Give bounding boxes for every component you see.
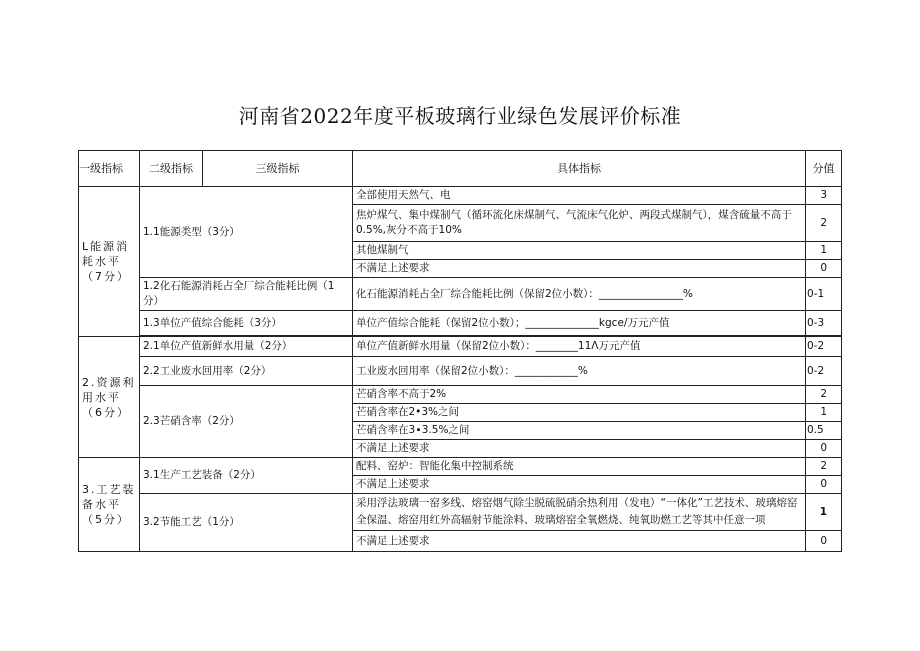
score-value: 0-2 (806, 357, 842, 386)
table-row (79, 337, 842, 357)
table-row (79, 187, 842, 205)
score-value: 0 (806, 260, 842, 278)
score-value: 1 (806, 404, 842, 422)
table-row (79, 357, 842, 386)
indicator-text: 芒硝含率在3∙3.5%之间 (353, 422, 806, 440)
level2-cell: 1.1能源类型（3分） (140, 187, 353, 278)
indicator-text: 芒硝含率在2•3%之间 (353, 404, 806, 422)
indicator-text: 其他煤制气 (353, 242, 806, 260)
table-row (79, 278, 842, 311)
score-value: 0-3 (806, 311, 842, 336)
level2-cell: 1.3单位产值综合能耗（3分） (140, 311, 353, 336)
score-value: 2 (806, 386, 842, 404)
score-value: 3 (806, 187, 842, 205)
score-value: 0 (806, 440, 842, 458)
indicator-text: 芒硝含率不高于2% (353, 386, 806, 404)
header-level2: 二级指标 (140, 151, 203, 187)
score-value: 2 (806, 205, 842, 242)
table-header-row (79, 151, 842, 187)
table-row (79, 458, 842, 476)
indicator-text: 不满足上述要求 (353, 476, 806, 494)
header-specific: 具体指标 (353, 151, 806, 187)
level2-cell: 2.3芒硝含率（2分） (140, 386, 353, 458)
level2-cell: 1.2化石能源消耗占全厂综合能耗比例（1分） (140, 278, 353, 311)
score-value: 0.5 (806, 422, 842, 440)
header-level3: 三级指标 (203, 151, 353, 187)
indicator-text: 焦炉煤气、集中煤制气（循环流化床煤制气、气流床气化炉、两段式煤制气），煤含硫量不高于0.5%,灰分不高于10% (353, 205, 806, 242)
level2-cell: 3.1生产工艺装备（2分） (140, 458, 353, 494)
score-value: 0 (806, 476, 842, 494)
indicator-text: 采用浮法玻璃一窑多线、熔窑烟气除尘脱硫脱硝余热利用（发电）“一体化”工艺技术、玻璃熔窑全保温、熔窑用红外高辐射节能涂料、玻璃熔窑全氧燃烧、纯氧助燃工艺等其中任意一项 (353, 494, 806, 531)
table-row (79, 311, 842, 336)
level2-cell: 3.2节能工艺（1分） (140, 494, 353, 552)
header-level1: 一级指标 (79, 151, 140, 187)
indicator-text: 单位产值综合能耗（保留2位小数）；______________kgce/万元产值 (353, 311, 806, 336)
indicator-text: 不满足上述要求 (353, 440, 806, 458)
header-score: 分值 (806, 151, 842, 187)
level2-cell: 2.2工业废水回用率（2分） (140, 357, 353, 386)
page-title: 河南省2022年度平板玻璃行业绿色发展评价标准 (238, 104, 682, 128)
indicator-text: 工业废水回用率（保留2位小数）：____________% (353, 357, 806, 386)
indicator-text: 不满足上述要求 (353, 531, 806, 552)
score-value: 1 (806, 242, 842, 260)
level2-cell: 2.1单位产值新鲜水用量（2分） (140, 337, 353, 357)
indicator-text: 不满足上述要求 (353, 260, 806, 278)
indicator-text: 全部使用天然气、电 (353, 187, 806, 205)
indicator-text: 化石能源消耗占全厂综合能耗比例（保留2位小数）：________________% (353, 278, 806, 311)
level1-cell: 3.工艺装备水平（5分） (79, 458, 140, 552)
indicator-text: 配料、窑炉：智能化集中控制系统 (353, 458, 806, 476)
table-row (79, 494, 842, 531)
score-value: 0 (806, 531, 842, 552)
level1-cell: L能源消耗水平（7分） (79, 187, 140, 337)
evaluation-table (78, 150, 842, 552)
score-value: 0-1 (806, 278, 842, 311)
table-row (79, 386, 842, 404)
score-value: 0-2 (806, 337, 842, 357)
indicator-text: 单位产值新鲜水用量（保留2位小数）：________11Λ万元产值 (353, 337, 806, 357)
score-value: 2 (806, 458, 842, 476)
level1-cell: 2.资源利用水平（6分） (79, 337, 140, 458)
score-value: 1 (806, 494, 842, 531)
